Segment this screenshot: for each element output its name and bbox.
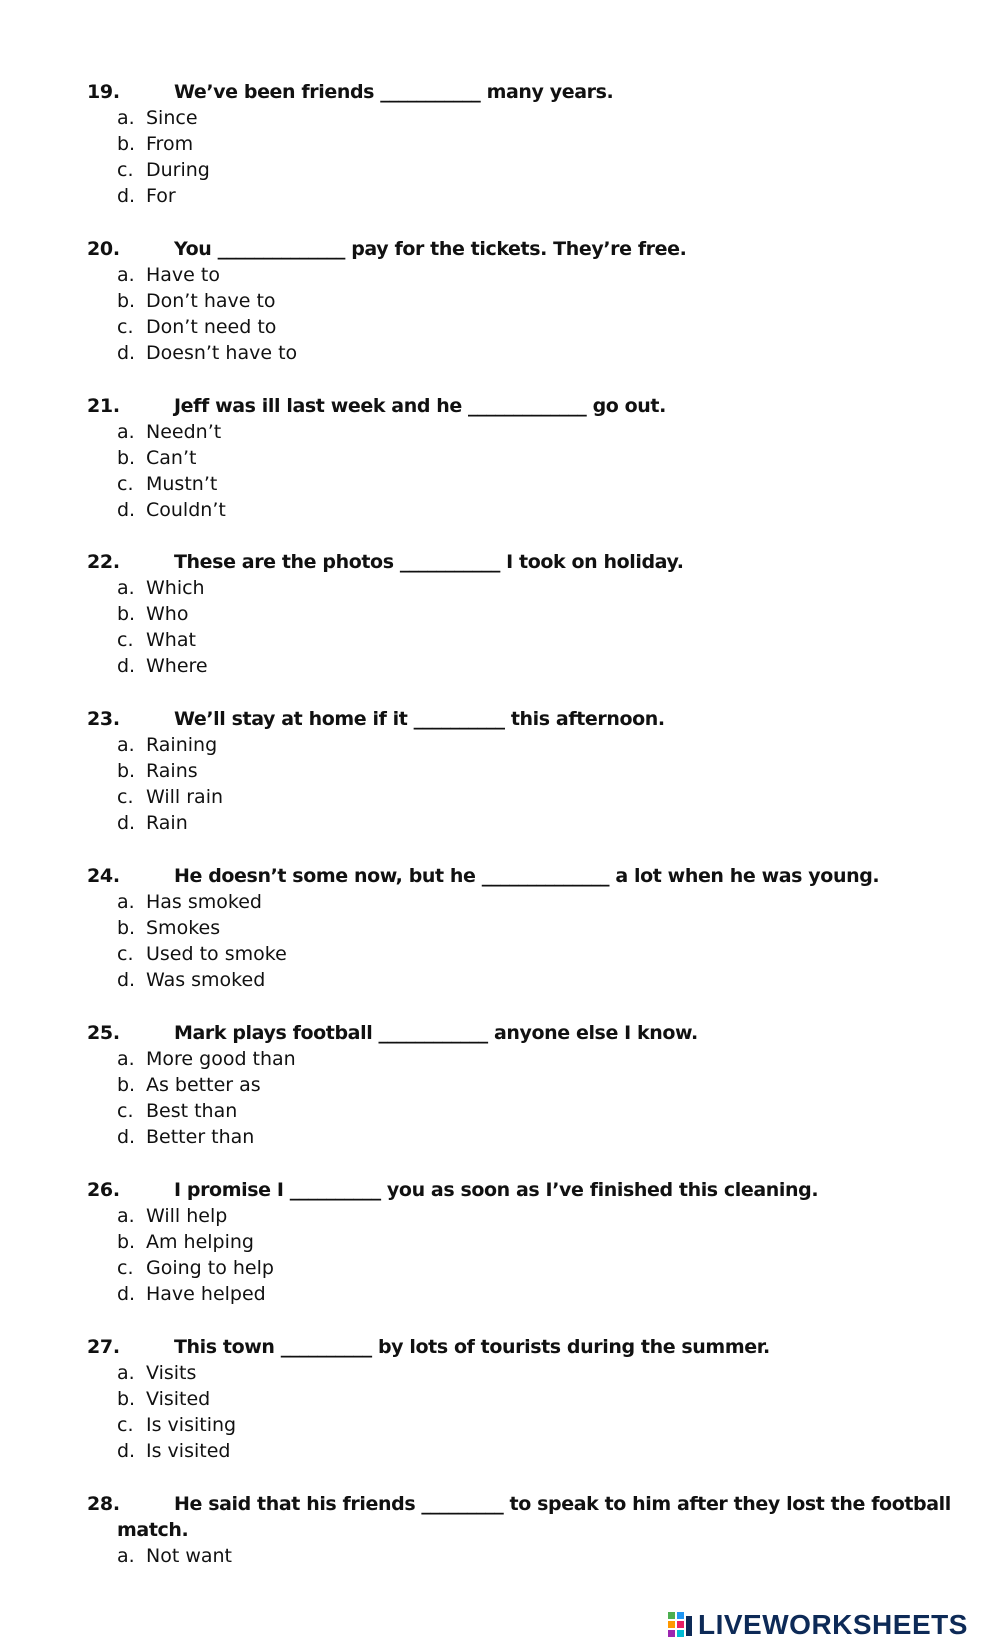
- option-letter: d.: [117, 185, 136, 207]
- option-text: Needn’t: [146, 421, 222, 443]
- option-letter: a.: [117, 264, 135, 286]
- question-number: 25.: [87, 1022, 120, 1044]
- question-item: [0, 551, 1000, 681]
- option-text: Best than: [146, 1100, 238, 1122]
- answer-option[interactable]: [0, 943, 1000, 969]
- question-line: [0, 81, 1000, 107]
- option-text: Which: [146, 577, 205, 599]
- answer-option[interactable]: [0, 185, 1000, 211]
- option-text: Visited: [146, 1388, 211, 1410]
- option-text: Can’t: [146, 447, 197, 469]
- option-letter: d.: [117, 342, 136, 364]
- option-letter: b.: [117, 1388, 136, 1410]
- option-text: Going to help: [146, 1257, 274, 1279]
- answer-option[interactable]: [0, 316, 1000, 342]
- option-text: What: [146, 629, 196, 651]
- question-line: [0, 551, 1000, 577]
- option-letter: c.: [117, 786, 134, 808]
- brand-name: LIVEWORKSHEETS: [698, 1609, 968, 1640]
- liveworksheets-logo-icon: [668, 1612, 694, 1638]
- answer-option[interactable]: [0, 290, 1000, 316]
- option-text: Rains: [146, 760, 198, 782]
- answer-option[interactable]: [0, 473, 1000, 499]
- option-letter: d.: [117, 499, 136, 521]
- answer-option[interactable]: [0, 577, 1000, 603]
- question-number: 22.: [87, 551, 120, 573]
- option-text: From: [146, 133, 194, 155]
- answer-option[interactable]: [0, 1231, 1000, 1257]
- option-text: For: [146, 185, 176, 207]
- question-item: [0, 1179, 1000, 1309]
- question-text: I promise I __________ you as soon as I’ve finished this cleaning.: [174, 1179, 819, 1201]
- option-letter: a.: [117, 1362, 135, 1384]
- answer-option[interactable]: [0, 1205, 1000, 1231]
- option-text: Will help: [146, 1205, 228, 1227]
- option-text: Used to smoke: [146, 943, 287, 965]
- option-letter: d.: [117, 1126, 136, 1148]
- answer-option[interactable]: [0, 969, 1000, 995]
- option-letter: d.: [117, 812, 136, 834]
- option-letter: c.: [117, 943, 134, 965]
- question-item: [0, 1022, 1000, 1152]
- question-number: 20.: [87, 238, 120, 260]
- answer-option[interactable]: [0, 447, 1000, 473]
- question-text: Jeff was ill last week and he _____________ go out.: [174, 395, 666, 417]
- question-line: [0, 1022, 1000, 1048]
- option-text: During: [146, 159, 210, 181]
- answer-option[interactable]: [0, 812, 1000, 838]
- option-text: Is visited: [146, 1440, 231, 1462]
- option-letter: d.: [117, 655, 136, 677]
- question-item: [0, 1336, 1000, 1466]
- option-letter: b.: [117, 1231, 136, 1253]
- option-text: More good than: [146, 1048, 296, 1070]
- answer-option[interactable]: [0, 264, 1000, 290]
- option-letter: c.: [117, 1100, 134, 1122]
- question-text: These are the photos ___________ I took on holiday.: [174, 551, 684, 573]
- option-text: Will rain: [146, 786, 224, 808]
- question-item: [0, 1493, 1000, 1571]
- question-item: [0, 395, 1000, 525]
- answer-option[interactable]: [0, 1545, 1000, 1571]
- option-letter: b.: [117, 133, 136, 155]
- question-line: [0, 1336, 1000, 1362]
- answer-option[interactable]: [0, 342, 1000, 368]
- option-text: Raining: [146, 734, 218, 756]
- question-text: He said that his friends _________ to speak to him after they lost the football: [174, 1493, 951, 1515]
- option-letter: a.: [117, 1545, 135, 1567]
- question-item: [0, 708, 1000, 838]
- answer-option[interactable]: [0, 1414, 1000, 1440]
- option-text: Mustn’t: [146, 473, 218, 495]
- answer-option[interactable]: [0, 1126, 1000, 1152]
- option-text: Who: [146, 603, 189, 625]
- option-letter: a.: [117, 107, 135, 129]
- option-letter: c.: [117, 1414, 134, 1436]
- option-letter: b.: [117, 1074, 136, 1096]
- answer-option[interactable]: [0, 107, 1000, 133]
- question-number: 21.: [87, 395, 120, 417]
- option-text: Have to: [146, 264, 220, 286]
- option-text: As better as: [146, 1074, 261, 1096]
- option-letter: b.: [117, 603, 136, 625]
- question-item: [0, 865, 1000, 995]
- option-letter: b.: [117, 760, 136, 782]
- answer-option[interactable]: [0, 1388, 1000, 1414]
- answer-option[interactable]: [0, 1257, 1000, 1283]
- option-letter: c.: [117, 159, 134, 181]
- question-number: 26.: [87, 1179, 120, 1201]
- question-number: 19.: [87, 81, 120, 103]
- question-item: [0, 238, 1000, 368]
- question-number: 28.: [87, 1493, 120, 1515]
- question-text: We’ll stay at home if it __________ this afternoon.: [174, 708, 665, 730]
- option-letter: a.: [117, 421, 135, 443]
- option-text: Rain: [146, 812, 188, 834]
- option-text: Better than: [146, 1126, 255, 1148]
- answer-option[interactable]: [0, 629, 1000, 655]
- option-text: Don’t have to: [146, 290, 276, 312]
- option-text: Where: [146, 655, 208, 677]
- option-letter: d.: [117, 1440, 136, 1462]
- question-text: Mark plays football ____________ anyone else I know.: [174, 1022, 698, 1044]
- option-letter: d.: [117, 1283, 136, 1305]
- question-number: 24.: [87, 865, 120, 887]
- question-line: [0, 1179, 1000, 1205]
- question-item: [0, 81, 1000, 211]
- question-line: [0, 238, 1000, 264]
- option-letter: b.: [117, 290, 136, 312]
- question-text: We’ve been friends ___________ many years.: [174, 81, 614, 103]
- answer-option[interactable]: [0, 1074, 1000, 1100]
- answer-option[interactable]: [0, 133, 1000, 159]
- question-number: 27.: [87, 1336, 120, 1358]
- option-letter: b.: [117, 917, 136, 939]
- option-text: Since: [146, 107, 198, 129]
- question-text: This town __________ by lots of tourists during the summer.: [174, 1336, 770, 1358]
- option-text: Don’t need to: [146, 316, 277, 338]
- option-text: Not want: [146, 1545, 233, 1567]
- option-text: Am helping: [146, 1231, 254, 1253]
- option-letter: d.: [117, 969, 136, 991]
- question-number: 23.: [87, 708, 120, 730]
- answer-option[interactable]: [0, 1283, 1000, 1309]
- question-line: [0, 395, 1000, 421]
- option-text: Visits: [146, 1362, 197, 1384]
- answer-option[interactable]: [0, 499, 1000, 525]
- liveworksheets-brand[interactable]: [668, 1609, 968, 1641]
- question-line: [0, 708, 1000, 734]
- option-letter: b.: [117, 447, 136, 469]
- answer-option[interactable]: [0, 786, 1000, 812]
- question-text: You ______________ pay for the tickets. They’re free.: [174, 238, 687, 260]
- question-text-continuation: match.: [117, 1519, 189, 1541]
- answer-option[interactable]: [0, 1048, 1000, 1074]
- question-line: [0, 1493, 1000, 1519]
- answer-option[interactable]: [0, 655, 1000, 681]
- option-letter: a.: [117, 734, 135, 756]
- answer-option[interactable]: [0, 1362, 1000, 1388]
- option-letter: c.: [117, 316, 134, 338]
- answer-option[interactable]: [0, 421, 1000, 447]
- answer-option[interactable]: [0, 603, 1000, 629]
- answer-option[interactable]: [0, 760, 1000, 786]
- answer-option[interactable]: [0, 159, 1000, 185]
- question-text: He doesn’t some now, but he ______________ a lot when he was young.: [174, 865, 880, 887]
- option-text: Have helped: [146, 1283, 266, 1305]
- answer-option[interactable]: [0, 1440, 1000, 1466]
- option-text: Is visiting: [146, 1414, 237, 1436]
- option-text: Was smoked: [146, 969, 266, 991]
- option-text: Couldn’t: [146, 499, 226, 521]
- option-letter: a.: [117, 1048, 135, 1070]
- answer-option[interactable]: [0, 734, 1000, 760]
- option-text: Doesn’t have to: [146, 342, 298, 364]
- option-letter: a.: [117, 577, 135, 599]
- answer-option[interactable]: [0, 891, 1000, 917]
- option-text: Smokes: [146, 917, 221, 939]
- option-text: Has smoked: [146, 891, 262, 913]
- question-line: [0, 865, 1000, 891]
- answer-option[interactable]: [0, 1100, 1000, 1126]
- option-letter: c.: [117, 473, 134, 495]
- option-letter: a.: [117, 1205, 135, 1227]
- option-letter: a.: [117, 891, 135, 913]
- answer-option[interactable]: [0, 917, 1000, 943]
- option-letter: c.: [117, 1257, 134, 1279]
- option-letter: c.: [117, 629, 134, 651]
